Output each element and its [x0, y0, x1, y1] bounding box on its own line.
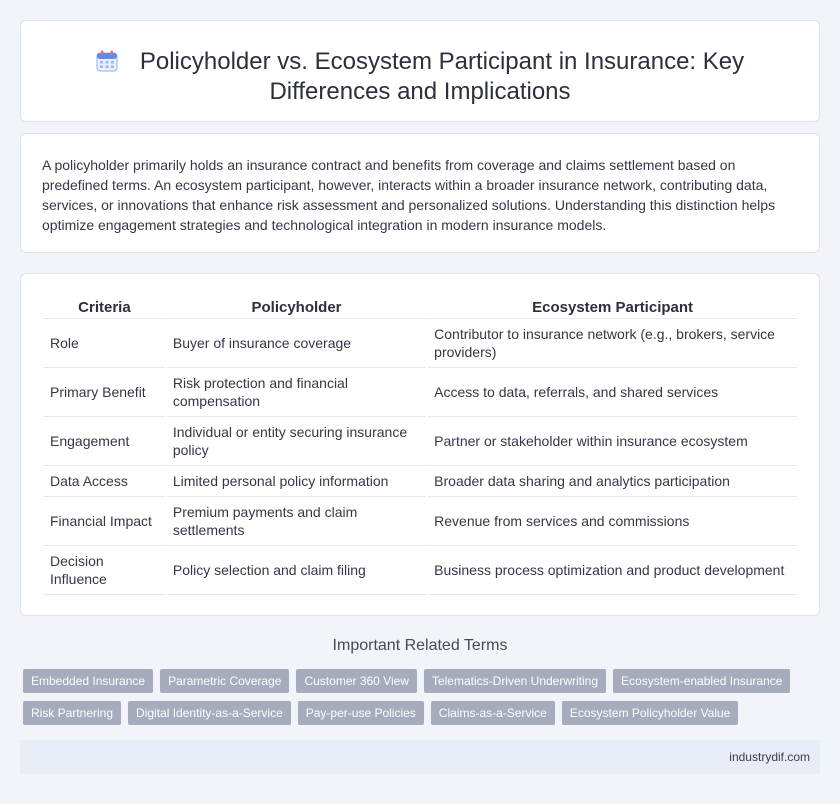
- tag-pay-per-use-policies[interactable]: Pay-per-use Policies: [298, 701, 424, 725]
- tag-ecosystem-policyholder-value[interactable]: Ecosystem Policyholder Value: [562, 701, 739, 725]
- comparison-card: [20, 273, 820, 616]
- tag-embedded-insurance[interactable]: Embedded Insurance: [23, 669, 153, 693]
- page-title: [21, 47, 819, 107]
- cell-policyholder: Individual or entity securing insurance policy: [167, 417, 426, 466]
- related-terms-title: Important Related Terms: [332, 637, 508, 654]
- tag-customer-360-view[interactable]: Customer 360 View: [296, 669, 417, 693]
- tag-row: [23, 701, 813, 725]
- related-terms: [23, 669, 813, 733]
- cell-ecosystem: Partner or stakeholder within insurance ecosystem: [428, 417, 797, 466]
- tag-parametric-coverage[interactable]: Parametric Coverage: [160, 669, 289, 693]
- tag-digital-identity-as-a-service[interactable]: Digital Identity-as-a-Service: [128, 701, 291, 725]
- cell-ecosystem: Business process optimization and product development: [428, 546, 797, 595]
- title-card: [20, 20, 820, 122]
- intro-card: [20, 133, 820, 253]
- cell-policyholder: Limited personal policy information: [167, 466, 426, 497]
- tag-row: [23, 669, 813, 693]
- footer-site-link[interactable]: industrydif.com: [729, 750, 810, 764]
- cell-criteria: Engagement: [44, 417, 165, 466]
- cell-policyholder: Premium payments and claim settlements: [167, 497, 426, 546]
- tag-risk-partnering[interactable]: Risk Partnering: [23, 701, 121, 725]
- cell-criteria: Role: [44, 319, 165, 368]
- cell-ecosystem: Access to data, referrals, and shared services: [428, 368, 797, 417]
- cell-criteria: Primary Benefit: [44, 368, 165, 417]
- cell-policyholder: Policy selection and claim filing: [167, 546, 426, 595]
- intro-paragraph: A policyholder primarily holds an insurance contract and benefits from coverage and claims settlement based on predefined terms. An ecosystem participant, however, interacts within a broader insurance network, contributing data, services, or innovations that enhance risk assessment and personalized solutions. Understanding this distinction helps optimize engagement strategies and technological integration in modern insurance models.: [42, 157, 776, 233]
- table-row: [44, 466, 797, 497]
- tag-ecosystem-enabled-insurance[interactable]: Ecosystem-enabled Insurance: [613, 669, 790, 693]
- title-line-1: Policyholder vs. Ecosystem Participant in Insurance: Key: [139, 48, 745, 75]
- title-line-2: Differences and Implications: [269, 78, 571, 105]
- cell-ecosystem: Revenue from services and commissions: [428, 497, 797, 546]
- calendar-icon: [96, 50, 118, 72]
- table-row: [44, 546, 797, 595]
- cell-criteria: Decision Influence: [44, 546, 165, 595]
- table-row: [44, 417, 797, 466]
- cell-policyholder: Risk protection and financial compensation: [167, 368, 426, 417]
- cell-criteria: Financial Impact: [44, 497, 165, 546]
- header-criteria: Criteria: [44, 298, 165, 319]
- comparison-table: [42, 298, 799, 595]
- cell-criteria: Data Access: [44, 466, 165, 497]
- header-ecosystem-participant: Ecosystem Participant: [428, 298, 797, 319]
- tag-claims-as-a-service[interactable]: Claims-as-a-Service: [431, 701, 555, 725]
- table-row: [44, 368, 797, 417]
- table-row: [44, 497, 797, 546]
- tag-telematics-driven-underwriting[interactable]: Telematics-Driven Underwriting: [424, 669, 606, 693]
- cell-policyholder: Buyer of insurance coverage: [167, 319, 426, 368]
- footer: [20, 740, 820, 774]
- cell-ecosystem: Broader data sharing and analytics participation: [428, 466, 797, 497]
- header-policyholder: Policyholder: [167, 298, 426, 319]
- cell-ecosystem: Contributor to insurance network (e.g., brokers, service providers): [428, 319, 797, 368]
- table-row: [44, 319, 797, 368]
